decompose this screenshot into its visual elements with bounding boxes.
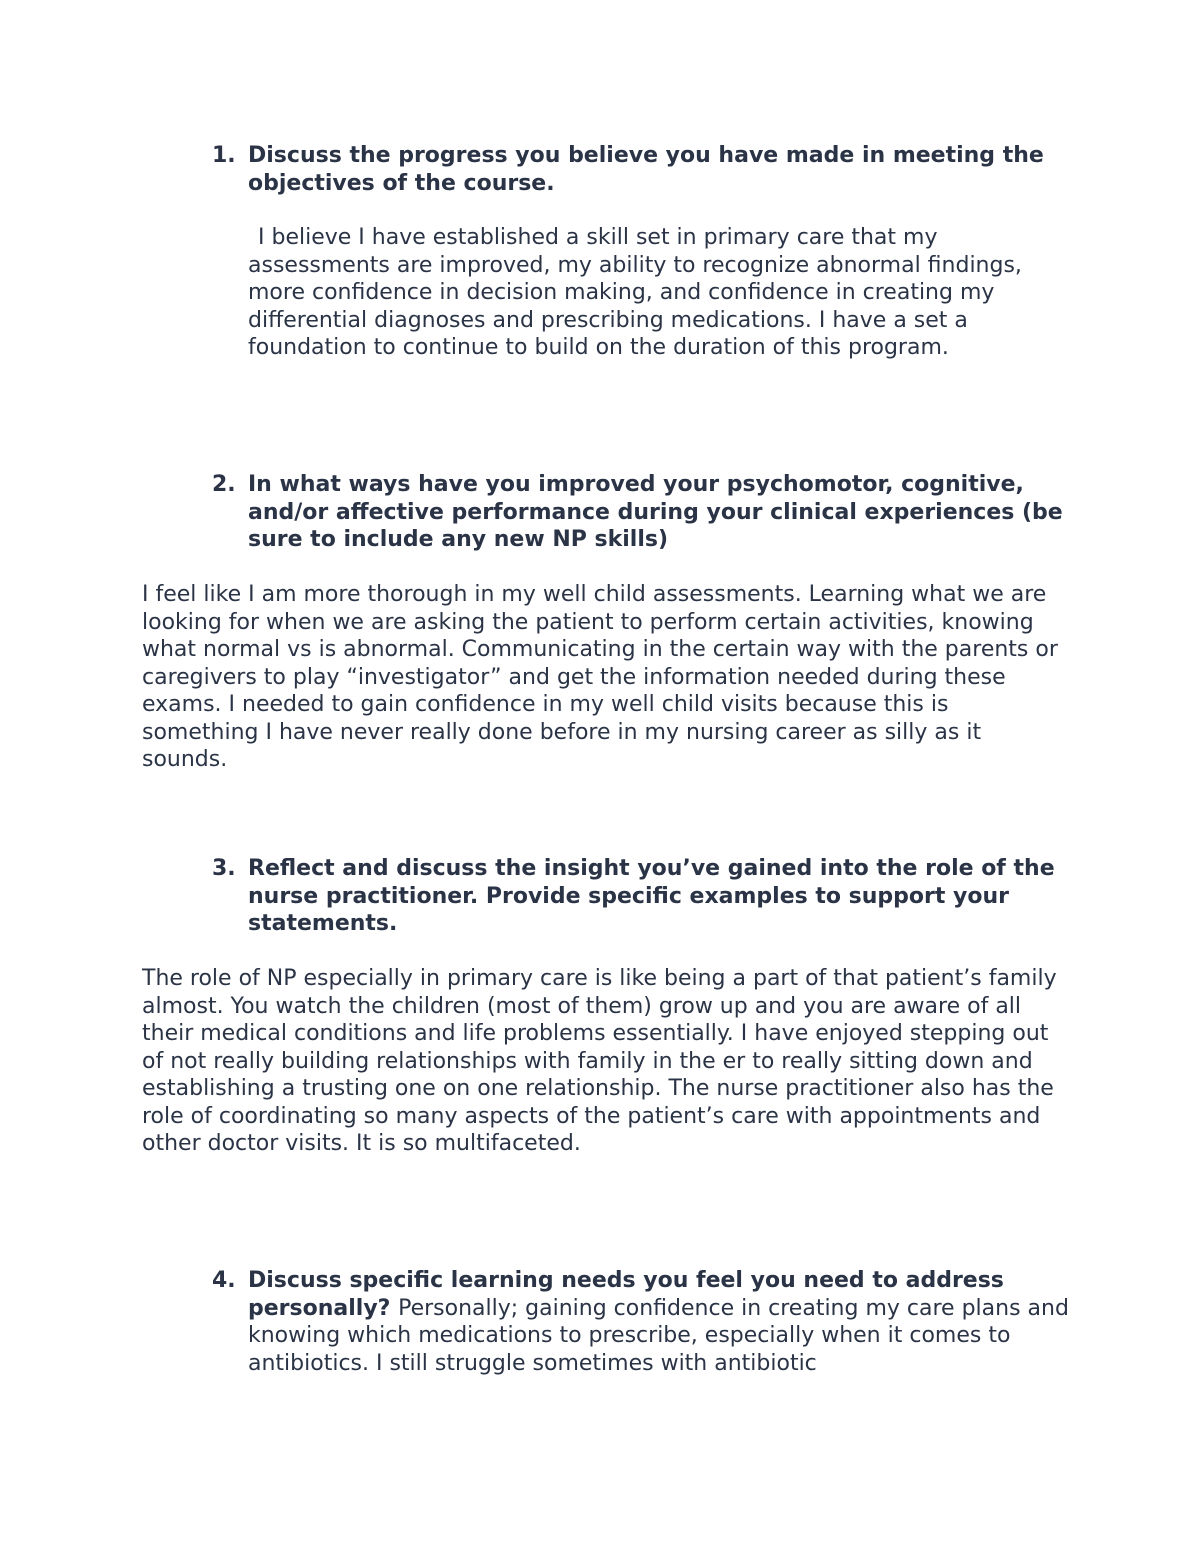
question-1-number: 1. [212,143,236,168]
answer-4: Personally; gaining confidence in creating my care plans and knowing which medications to prescribe, especially when it comes to antibiotics. I still struggle sometimes with antibiotic [248,1295,1069,1376]
question-2-text: In what ways have you improved your psychomotor, cognitive, and/or affective performance during your clinical experiences (be sure to include any new NP skills) [248,472,1063,552]
question-3-text: Reflect and discuss the insight you’ve gained into the role of the nurse practitioner. Provide specific examples to support your statements. [248,856,1055,936]
question-2-number: 2. [212,472,236,497]
question-3 [212,855,1072,938]
question-4-text: Discuss specific learning needs you feel you need to address personally? [248,1268,1004,1321]
question-3-number: 3. [212,856,236,881]
question-4 [212,1267,1072,1377]
question-1 [212,142,1072,197]
question-1-text: Discuss the progress you believe you have made in meeting the objectives of the course. [248,143,1044,196]
question-4-block [248,1267,1072,1377]
question-4-number: 4. [212,1268,236,1293]
answer-2: I feel like I am more thorough in my well child assessments. Learning what we are looking for when we are asking the patient to perform certain activities, knowing what normal vs is abnormal. Communicating in the certain way with the parents or caregivers to play “investigator” and get the information needed during these exams. I needed to gain confidence in my well child visits because this is something I have never really done before in my nursing career as silly as it sounds. [142,582,1058,772]
question-2 [212,471,1072,554]
answer-1: I believe I have established a skill set in primary care that my assessments are improved, my ability to recognize abnormal findings, more confidence in decision making, and confidence in creating my differential diagnoses and prescribing medications. I have a set a foundation to continue to build on the duration of this program. [248,225,1022,360]
answer-3: The role of NP especially in primary care is like being a part of that patient’s family almost. You watch the children (most of them) grow up and you are aware of all their medical conditions and life problems essentially. I have enjoyed stepping out of not really building relationships with family in the er to really sitting down and establishing a trusting one on one relationship. The nurse practitioner also has the role of coordinating so many aspects of the patient’s care with appointments and other doctor visits. It is so multifaceted. [142,966,1057,1156]
